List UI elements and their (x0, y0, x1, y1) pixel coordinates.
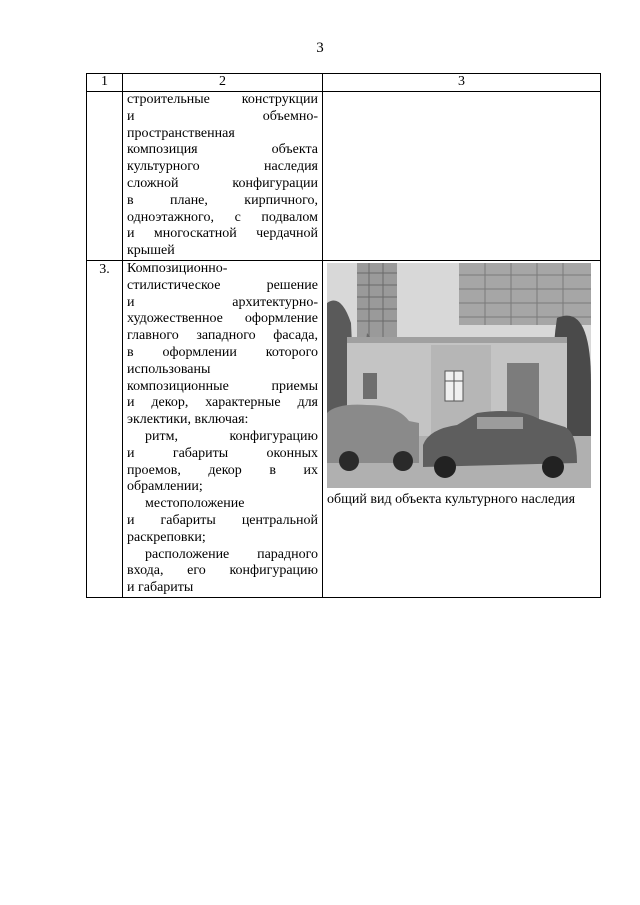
text-line: художественное оформление (127, 311, 318, 327)
text-line: Композиционно- (127, 260, 228, 276)
monument-subject-table (86, 73, 601, 598)
table-header-row (87, 74, 601, 92)
text-line: и габариты (127, 580, 194, 596)
header-col-3: 3 (323, 74, 601, 92)
text-line: проемов, декор в их (127, 462, 318, 478)
text-line: и декор, характерные для (127, 395, 318, 411)
text-line: ритм, конфигурацию (145, 428, 318, 444)
text-line: крышей (127, 243, 175, 259)
text-line: и габариты оконных (127, 445, 318, 461)
text-line: культурного наследия (127, 159, 318, 175)
text-line: пространственная (127, 125, 235, 141)
text-line: местоположение (145, 496, 245, 512)
photo-caption: общий вид объекта культурного наследия (327, 491, 576, 507)
continued-description-cell (123, 92, 323, 261)
text-line: одноэтажного, с подвалом (127, 209, 318, 225)
row-number-cell-empty (87, 92, 123, 261)
text-line: композиция объекта (127, 142, 318, 158)
header-col-2: 2 (123, 74, 323, 92)
text-line: раскреповки; (127, 529, 206, 545)
text-line: и многоскатной чердачной (127, 226, 318, 242)
text-line: и архитектурно- (127, 294, 318, 310)
text-line: входа, его конфигурацию (127, 563, 318, 579)
row-3-photo-cell (323, 260, 601, 597)
text-line: использованы (127, 361, 211, 377)
row-number: 3. (87, 260, 123, 597)
text-line: эклектики, включая: (127, 412, 249, 428)
text-line: стилистическое решение (127, 277, 318, 293)
continued-photo-cell-empty (323, 92, 601, 261)
row-3-description-cell (123, 260, 323, 597)
table-row-continued (87, 92, 601, 261)
text-line: и объемно- (127, 108, 318, 124)
page-number: 3 (316, 40, 324, 56)
text-line: главного западного фасада, (127, 328, 318, 344)
text-line: и габариты центральной (127, 512, 318, 528)
text-line: композиционные приемы (127, 378, 318, 394)
header-col-1: 1 (87, 74, 123, 92)
table-row-3 (87, 260, 601, 597)
text-line: в оформлении которого (127, 344, 318, 360)
text-line: в плане, кирпичного, (127, 192, 318, 208)
text-line: сложной конфигурации (127, 175, 318, 191)
text-line: строительные конструкции (127, 92, 318, 107)
text-line: расположение парадного (145, 546, 318, 562)
text-line: обрамлении; (127, 479, 203, 495)
building-photo (327, 263, 591, 488)
